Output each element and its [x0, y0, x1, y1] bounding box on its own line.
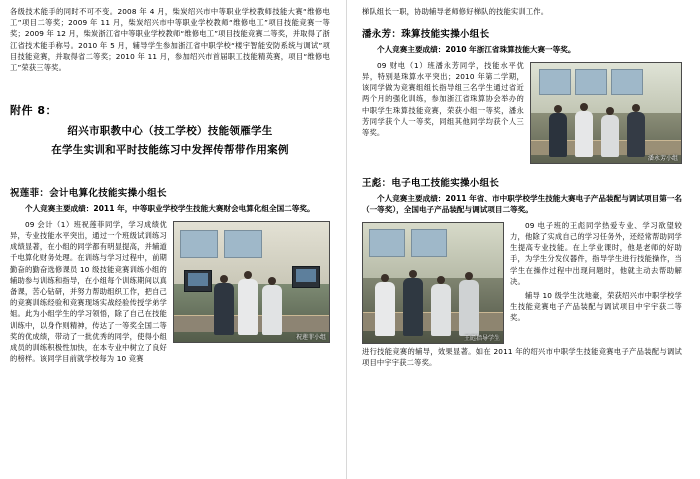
- case3-lead: 个人竞赛主要成绩：2011 年省、市中职学校学生技能大赛电子产品装配与调试项目第一名（一等奖），全国电子产品装配与调试项目二等奖。: [362, 193, 682, 215]
- case2-photo: [530, 62, 682, 164]
- person-shape: [214, 283, 234, 335]
- head-shape: [580, 103, 588, 111]
- document-title-line1: 绍兴市职教中心（技工学校）技能领雁学生: [67, 125, 273, 138]
- person-shape: [375, 282, 395, 336]
- window-shape: [369, 229, 405, 257]
- case3-photo: [362, 222, 504, 344]
- case3-paragraph-1: 09 电子班的王彪同学热爱专业、学习欲望较力，他除了实成自己的学习任务外，还经常帮助同学生提高专业技能。在上学业课时，他是老师的好助手，为学生分发仪器件，指导学生进行技能操作，当学生在操作过程中出现问题时，他就主动去帮助解决。: [510, 220, 682, 286]
- appendix-label: 附件 8：: [10, 104, 57, 118]
- person-shape: [601, 115, 619, 157]
- person-shape: [238, 279, 258, 335]
- right-tail-paragraph: 进行技能竞赛的辅导，效果显著。如在 2011 年的绍兴市中职学生技能竞赛电子产品装配与调试项目中宇宇获二等奖。: [362, 346, 682, 367]
- case2-paragraph: 09 财电（1）班潘永芳同学，技能水平优异，特别是珠算水平突出；2010 年第二学期，该同学做为竞赛组组长指导组三名学生通过省近两个月的强化训练，参加浙江省珠算协会举办的中职学生珠算技能竞赛，荣获小组一等奖，潘永芳同学获个人一等奖，同组其他同学均获个人三等奖。: [362, 60, 524, 137]
- case1-lead: 个人竞赛主要成绩：2011 年，中等职业学校学生技能大赛财会电算化组全国二等奖。: [25, 204, 315, 214]
- person-shape: [549, 113, 567, 157]
- head-shape: [606, 107, 614, 115]
- case3-paragraph-2: 辅导 10 级学生沈地豪，荣获绍兴市中职学校学生技能竞赛电子产品装配与调试项目中宇宇获二等奖。: [510, 290, 682, 323]
- case3-photo-caption: 王彪指导学生: [463, 334, 500, 342]
- case1-heading: 祝莲菲：会计电算化技能实操小组长: [10, 188, 167, 200]
- head-shape: [409, 270, 417, 278]
- page-divider: [346, 0, 347, 479]
- monitor-shape: [292, 266, 320, 288]
- spacer: [10, 76, 330, 92]
- person-shape: [627, 112, 645, 157]
- person-shape: [403, 278, 423, 336]
- window-shape: [411, 229, 447, 257]
- left-top-paragraph: 各级技术能手的同时不可不变。2008 年 4 月，柴炭绍兴市中等职业学校教师技能大赛“维修电工”项目二等奖；2009 年 11 月，柴炭绍兴市中等职业学校教师“维修电工”项目技能竞赛一等奖；2009 年 12 月，柴炭浙江省中等职业学校教师“维修电工”项目技能竞赛二等奖，并取得了浙江省技术能手称号。2010 年 5 月，辅导学生参加浙江省中职学校“楼宇智能安防系统与调试”项目技能竞赛，并取得省二等奖；2010 年 11 月，参加绍兴市首届职工技能精英赛，项目“维修电工”荣获三等奖。: [10, 7, 330, 73]
- head-shape: [632, 104, 640, 112]
- spacer: [10, 160, 330, 176]
- left-column: [0, 0, 340, 479]
- monitor-shape: [184, 270, 212, 292]
- right-top-paragraph: 梯队组长一职，协助辅导老师修好梯队的技能实训工作。: [362, 7, 549, 16]
- case1-photo: [173, 221, 330, 343]
- case1-paragraph: 09 会计（1）班祝莲菲同学，学习成绩优异，专业技能水平突出，通过一个班级试训练习成绩显著，在小组的同学都有明显提高，并辅道千电算化财务处理。在训练与学习过程中，前期勤奋的勤奋选修课员 10 级技能竞赛训练小组的辅助参与训练和指导，在小组每个训练期间以真备课，苦心钻研，并努力帮助组织工作，把自己的竞赛训练经验和竞赛现场实战经验传授学弟学姐。此为小组学生的学习领悟，除了自己在技能训练中，以身作则精神，传达了一等奖全国二等奖的优成绩，带动了一批优秀的同学，使得小组成员的训练积极性加快，在本专业中树立了良好的榜样。该同学目前就学校每为 10 竞赛: [10, 219, 167, 364]
- head-shape: [268, 277, 276, 285]
- window-shape: [539, 69, 571, 95]
- person-shape: [262, 285, 282, 335]
- head-shape: [465, 272, 473, 280]
- document-title-line2: 在学生实训和平时技能练习中发挥传帮带作用案例: [51, 144, 289, 157]
- case2-lead: 个人竞赛主要成绩：2010 年浙江省珠算技能大赛一等奖。: [377, 45, 576, 55]
- window-shape: [611, 69, 643, 95]
- head-shape: [244, 271, 252, 279]
- case3-heading: 王彪：电子电工技能实操小组长: [362, 177, 500, 189]
- case1-photo-caption: 祝莲菲小组: [295, 333, 326, 341]
- window-shape: [224, 230, 262, 258]
- person-shape: [431, 284, 451, 336]
- head-shape: [220, 275, 228, 283]
- person-shape: [575, 111, 593, 157]
- case2-heading: 潘永芳：珠算技能实操小组长: [362, 29, 490, 41]
- person-shape: [459, 280, 479, 336]
- right-column: [352, 0, 692, 479]
- head-shape: [554, 105, 562, 113]
- case2-photo-caption: 潘永芳小组: [647, 154, 678, 162]
- window-shape: [575, 69, 607, 95]
- window-shape: [180, 230, 218, 258]
- head-shape: [437, 276, 445, 284]
- head-shape: [381, 274, 389, 282]
